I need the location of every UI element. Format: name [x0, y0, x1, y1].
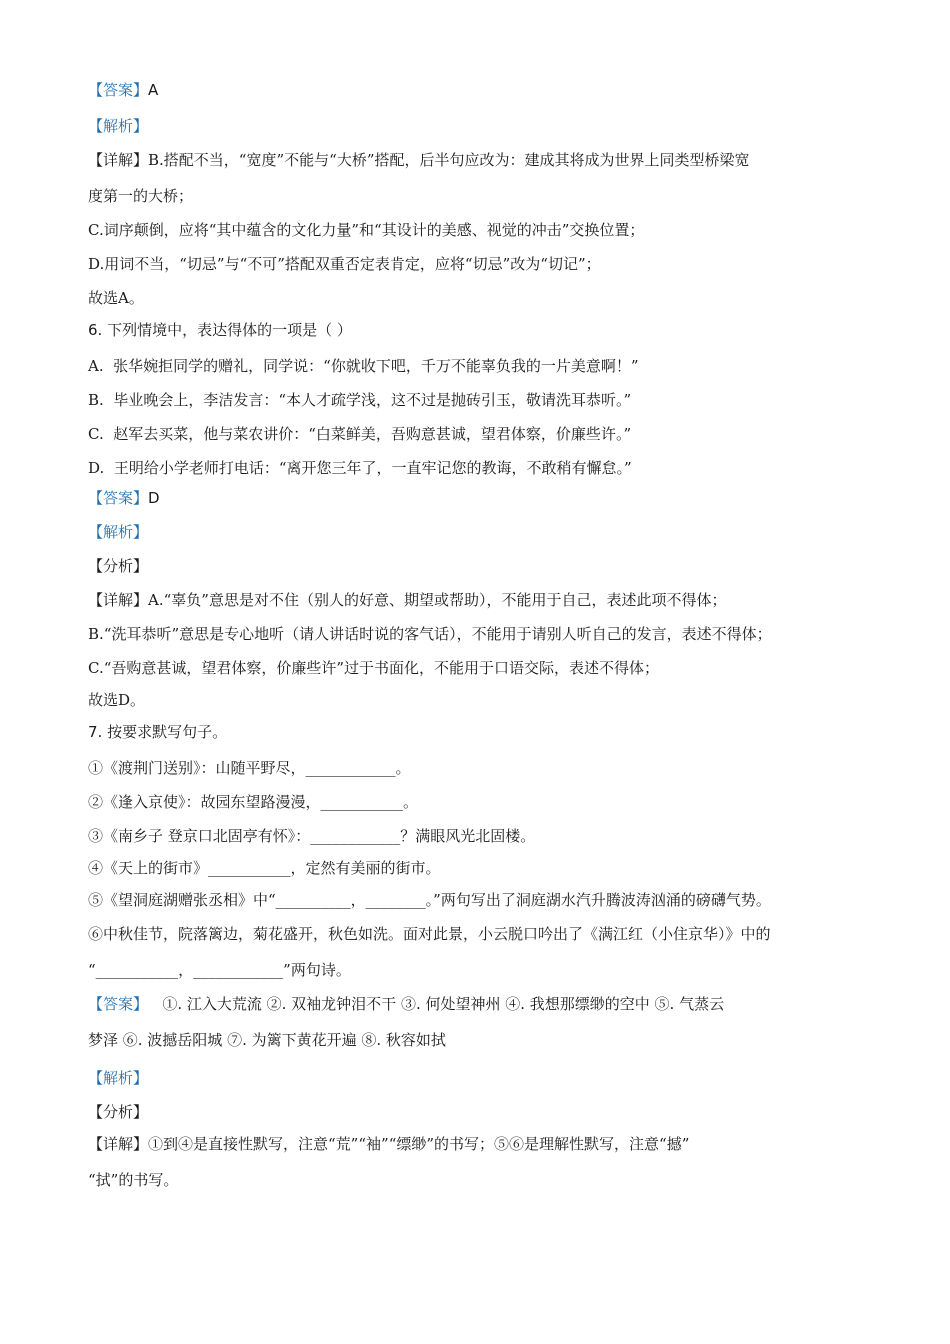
option-text: 张华婉拒同学的赠礼，同学说：“你就收下吧，千万不能辜负我的一片美意啊！” — [113, 357, 639, 375]
question-number: 6. — [88, 321, 103, 339]
q7-item-2: ②《逢入京使》：故园东望路漫漫，___________。 — [88, 793, 419, 811]
detail-label: 【详解】 — [88, 591, 149, 609]
analysis-label: 【解析】 — [88, 117, 149, 135]
q7-item-6-cont: “___________，____________”两句诗。 — [88, 961, 351, 979]
q7-analysis2-label: 【分析】 — [88, 1103, 149, 1121]
q6-detail-line-3: C.“吾购意甚诚，望君体察，价廉些许”过于书面化，不能用于口语交际，表述不得体； — [88, 659, 660, 677]
q5-detail-line-2: 度第一的大桥； — [88, 187, 194, 205]
answer-value: D — [148, 489, 160, 507]
question-stem: 下列情境中，表达得体的一项是（ ） — [107, 321, 352, 339]
detail-text: A.“辜负”意思是对不住（别人的好意、期望或帮助），不能用于自己，表述此项不得体； — [148, 591, 727, 609]
q7-item-4: ④《天上的街市》___________，定然有美丽的街市。 — [88, 859, 441, 877]
q5-analysis-label — [88, 116, 148, 136]
option-letter: D. — [88, 459, 105, 477]
q7-item-3: ③《南乡子 登京口北固亭有怀》：____________？满眼风光北固楼。 — [88, 827, 536, 845]
q7-item-6: ⑥中秋佳节，院落篱边，菊花盛开，秋色如洗。面对此景，小云脱口吟出了《满江红（小住京华）》中的 — [88, 925, 771, 943]
q7-detail-line-2: “拭”的书写。 — [88, 1171, 179, 1189]
option-text: 王明给小学老师打电话：“离开您三年了，一直牢记您的教诲，不敢稍有懈怠。” — [113, 459, 632, 477]
q7-answer-line-2: 梦泽 ⑥. 波撼岳阳城 ⑦. 为篱下黄花开遍 ⑧. 秋容如拭 — [88, 1031, 446, 1049]
q7-stem — [88, 722, 227, 742]
q6-detail-line-2: B.“洗耳恭听”意思是专心地听（请人讲话时说的客气话），不能用于请别人听自己的发言，表述不得体； — [88, 625, 772, 643]
q6-analysis2-label: 【分析】 — [88, 557, 149, 575]
q7-item-5: ⑤《望洞庭湖赠张丞相》中“__________，________。”两句写出了洞庭湖水汽升腾波涛汹涌的磅礴气势。 — [88, 891, 771, 909]
detail-text: B.搭配不当，“宽度”不能与“大桥”搭配，后半句应改为：建成其将成为世界上同类型桥梁宽 — [148, 151, 750, 169]
q7-answer-line-1 — [88, 994, 724, 1014]
q7-analysis-label — [88, 1068, 148, 1088]
q6-option-b — [88, 390, 631, 410]
q6-option-d — [88, 458, 632, 478]
option-text: 赵军去买菜，他与菜农讲价：“白菜鲜美，吾购意甚诚，望君体察，价廉些许。” — [113, 425, 632, 443]
detail-text: ①到④是直接性默写，注意“荒”“袖”“缥缈”的书写；⑤⑥是理解性默写，注意“撼” — [148, 1135, 690, 1153]
q6-stem — [88, 320, 352, 340]
q5-detail-line-1 — [88, 150, 750, 170]
q5-detail-line-4: D.用词不当，“切忌”与“不可”搭配双重否定表肯定，应将“切忌”改为“切记”； — [88, 255, 601, 273]
q6-option-a — [88, 356, 639, 376]
q5-answer-line — [88, 80, 158, 100]
answer-value: A — [148, 81, 159, 99]
analysis-label: 【解析】 — [88, 523, 149, 541]
q6-detail-line-1 — [88, 590, 726, 610]
answer-label: 【答案】 — [88, 489, 149, 507]
option-letter: B. — [88, 391, 104, 409]
analysis-label: 【解析】 — [88, 1069, 149, 1087]
answer-text: ①. 江入大荒流 ②. 双袖龙钟泪不干 ③. 何处望神州 ④. 我想那缥缈的空中 ⑤. 气蒸云 — [162, 995, 725, 1013]
q7-item-1: ①《渡荆门送别》：山随平野尽，____________。 — [88, 759, 411, 777]
question-number: 7. — [88, 723, 103, 741]
q5-conclusion: 故选A。 — [88, 289, 144, 307]
detail-label: 【详解】 — [88, 1135, 149, 1153]
q7-detail-line-1 — [88, 1134, 689, 1154]
answer-label: 【答案】 — [88, 995, 149, 1013]
q6-analysis-label — [88, 522, 148, 542]
detail-label: 【详解】 — [88, 151, 149, 169]
option-letter: A. — [88, 357, 104, 375]
q5-detail-line-3: C.词序颠倒，应将“其中蕴含的文化力量”和“其设计的美感、视觉的冲击”交换位置； — [88, 221, 645, 239]
q6-option-c — [88, 424, 631, 444]
answer-label: 【答案】 — [88, 81, 149, 99]
option-text: 毕业晚会上，李洁发言：“本人才疏学浅，这不过是抛砖引玉，敬请洗耳恭听。” — [113, 391, 632, 409]
question-stem: 按要求默写句子。 — [107, 723, 228, 741]
q6-answer-line — [88, 488, 160, 508]
option-letter: C. — [88, 425, 104, 443]
q6-conclusion: 故选D。 — [88, 691, 146, 709]
